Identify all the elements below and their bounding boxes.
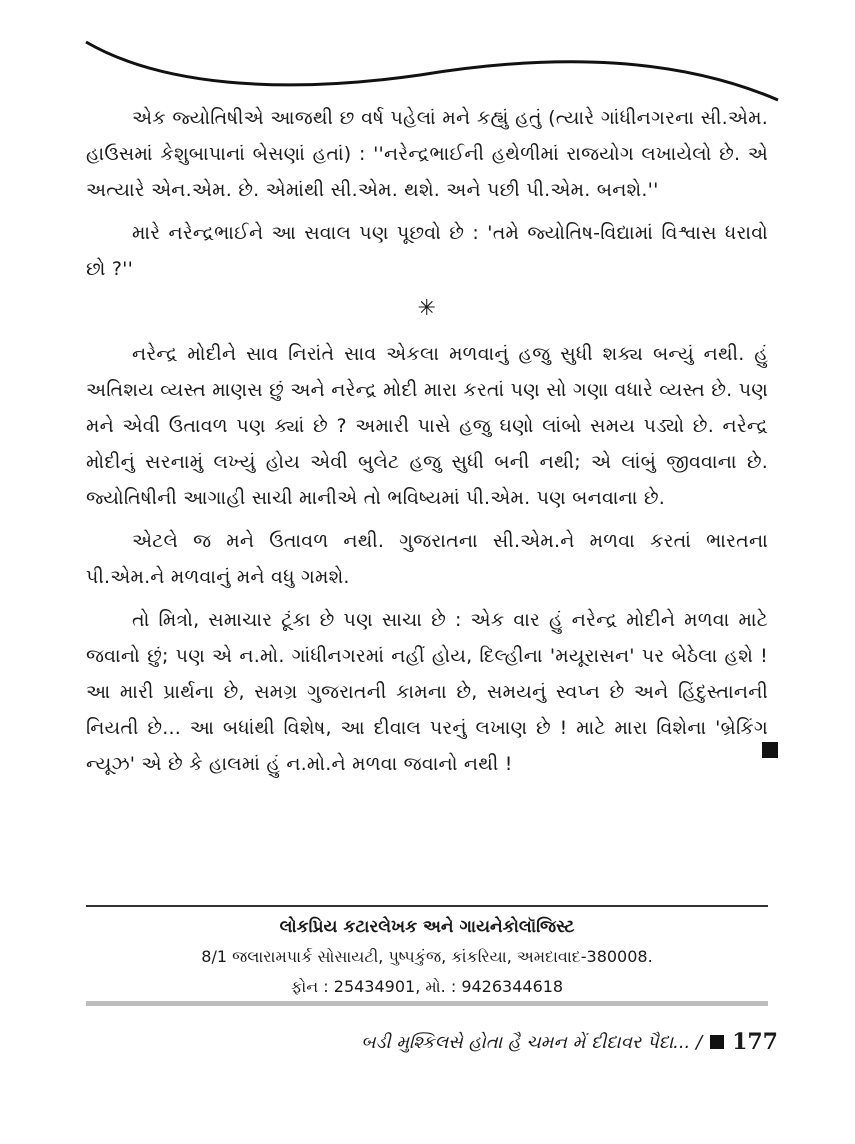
author-title: લોકપ્રિય કટારલેખક અને ગાયનેકોલૉજિસ્ટ (279, 917, 575, 937)
footer-divider-top (86, 905, 768, 907)
article-body (86, 100, 768, 789)
paragraph-question: મારે નરેન્દ્રભાઈને આ સવાલ પણ પૂછવો છે : 'તમે જ્યોતિષ-વિદ્યામાં વિશ્વાસ ધરાવો છો ?'' (86, 222, 768, 280)
running-footer (361, 1028, 778, 1056)
footer-divider-bottom (86, 1001, 768, 1006)
author-footer (86, 912, 768, 1002)
section-separator: ✳ (417, 296, 437, 321)
running-title: બડી મુશ્કિલસે હોતા હૈ ચમન મેં દીદાવર પૈદા... / (361, 1031, 703, 1053)
paragraph-astrologer: એક જ્યોતિષીએ આજથી છ વર્ષ પહેલાં મને કહ્યું હતું (ત્યારે ગાંધીનગરના સી.એમ. હાઉસમાં કેશુબાપાનાં બેસણાં હતાં) : ''નરેન્દ્રભાઈની હથેળીમાં રાજયોગ લખાયેલો છે. એ અત્યારે એન.એમ. છે. એમાંથી સી.એમ. થશે. અને પછી પી.એમ. બનશે.'' (86, 107, 768, 201)
paragraph-news: તો મિત્રો, સમાચાર ટૂંકા છે પણ સાચા છે : એક વાર હું નરેન્દ્ર મોદીને મળવા માટે જવાનો છું; પણ એ ન.મો. ગાંધીનગરમાં નહીં હોય, દિલ્હીના 'મયૂરાસન' પર બેઠેલા હશે ! આ મારી પ્રાર્થના છે, સમગ્ર ગુજરાતની કામના છે, સમયનું સ્વપ્ન છે અને હિંદુસ્તાનની નિયતી છે... આ બધાંથી વિશેષ, આ દીવાલ પરનું લખાણ છે ! માટે મારા વિશેના 'બ્રેકિંગ ન્યૂઝ' એ છે કે હાલમાં હું ન.મો.ને મળવા જવાનો નથી ! (86, 609, 768, 775)
paragraph-no-hurry: એટલે જ મને ઉતાવળ નથી. ગુજરાતના સી.એમ.ને મળવા કરતાં ભારતના પી.એમ.ને મળવાનું મને વધુ ગમશે. (86, 530, 768, 588)
author-phone: ફોન : 25434901, મો. : 9426344618 (290, 977, 564, 996)
end-of-article-mark (762, 742, 778, 758)
decorative-wave-line (0, 0, 855, 110)
author-address: 8/1 જલારામપાર્ક સોસાયટી, પુષ્પકુંજ, કાંકરિયા, અમદાવાદ-380008. (201, 947, 653, 966)
page-number: 177 (732, 1029, 778, 1055)
square-bullet-icon (710, 1035, 724, 1049)
paragraph-meeting: નરેન્દ્ર મોદીને સાવ નિરાંતે સાવ એકલા મળવાનું હજુ સુધી શક્ય બન્યું નથી. હું અતિશય વ્યસ્ત માણસ છું અને નરેન્દ્ર મોદી મારા કરતાં પણ સો ગણા વધારે વ્યસ્ત છે. પણ મને એવી ઉતાવળ પણ ક્યાં છે ? અમારી પાસે હજુ ઘણો લાંબો સમય પડ્યો છે. નરેન્દ્ર મોદીનું સરનામું લખ્યું હોય એવી બુલેટ હજુ સુધી બની નથી; એ લાંબું જીવવાના છે. જ્યોતિષીની આગાહી સાચી માનીએ તો ભવિષ્યમાં પી.એમ. પણ બનવાના છે. (86, 343, 768, 509)
